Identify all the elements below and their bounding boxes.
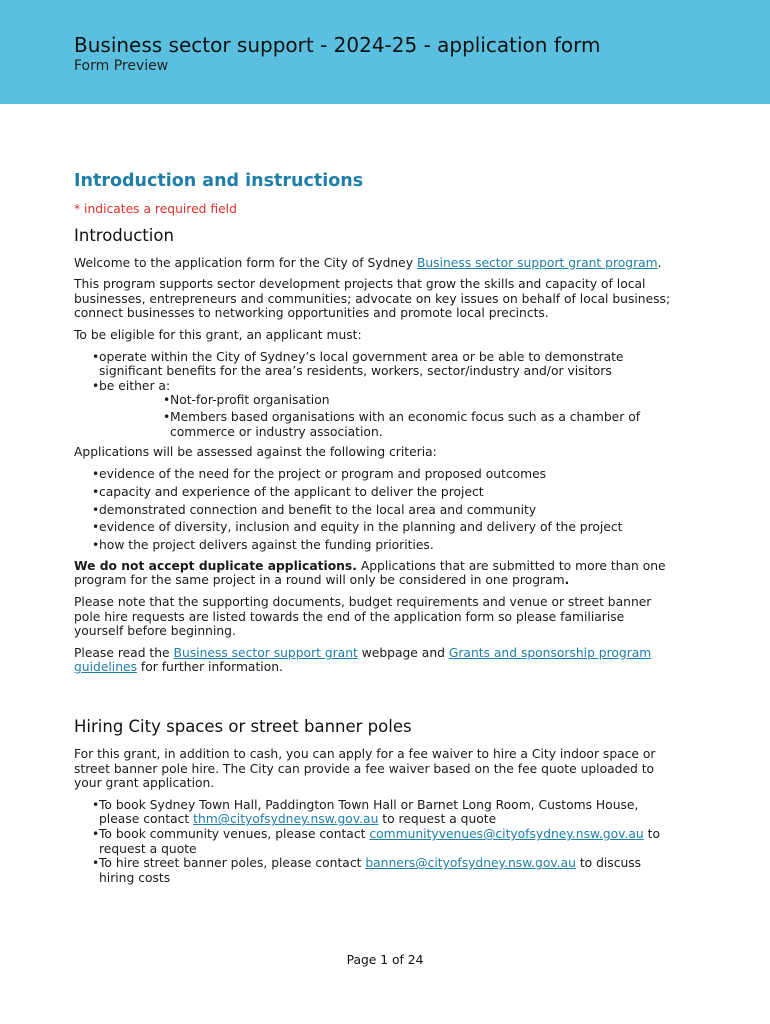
form-content xyxy=(74,170,674,891)
list-item: • To hire street banner poles, please contact banners@cityofsydney.nsw.gov.au to discuss hiring costs xyxy=(74,856,674,885)
criteria-list xyxy=(74,467,674,553)
guidelines-link[interactable]: Grants and sponsorship program guidelines xyxy=(74,645,652,675)
list-item: • Not-for-profit organisation xyxy=(99,393,674,408)
welcome-paragraph: Welcome to the application form for the City of Sydney Business sector support grant program. xyxy=(74,255,662,270)
thm-email-link[interactable]: thm@cityofsydney.nsw.gov.au xyxy=(193,812,379,827)
hiring-list xyxy=(74,798,674,886)
list-item: • operate within the City of Sydney’s local government area or be able to demonstrate significant benefits for the area’s residents, workers, sector/industry and/or visitors xyxy=(74,350,674,379)
list-item: • demonstrated connection and benefit to the local area and community xyxy=(74,503,674,518)
page-number: Page 1 of 24 xyxy=(346,953,424,967)
program-link[interactable]: Business sector support grant program xyxy=(416,255,658,270)
list-item: • To book community venues, please contact communityvenues@cityofsydney.nsw.gov.au to request a quote xyxy=(74,827,674,856)
duplicate-applications-paragraph: We do not accept duplicate applications. Applications that are submitted to more than one program for the same project in a round will only be considered in one program. xyxy=(74,558,666,588)
eligibility-list xyxy=(74,350,674,440)
list-item: • To book Sydney Town Hall, Paddington Town Hall or Barnet Long Room, Customs House, please contact thm@cityofsydney.nsw.gov.au to request a quote xyxy=(74,798,674,827)
further-information-paragraph: Please read the Business sector support grant webpage and Grants and sponsorship program guidelines for further information. xyxy=(74,645,652,675)
list-item: • how the project delivers against the funding priorities. xyxy=(74,538,674,553)
page-header xyxy=(0,0,770,104)
subheading-hiring: Hiring City spaces or street banner poles xyxy=(74,717,412,737)
eligibility-intro: To be eligible for this grant, an applicant must: xyxy=(74,327,362,342)
criteria-intro: Applications will be assessed against the following criteria: xyxy=(74,445,437,460)
community-venues-email-link[interactable]: communityvenues@cityofsydney.nsw.gov.au xyxy=(369,827,644,841)
form-title: Business sector support - 2024-25 - application form xyxy=(74,33,601,57)
hiring-intro-paragraph: For this grant, in addition to cash, you can apply for a fee waiver to hire a City indoor space or street banner pole hire. The City can provide a fee waiver based on the fee quote uploaded to your grant application. xyxy=(74,747,656,791)
eligibility-sub-list xyxy=(99,393,674,439)
required-field-note: * indicates a required field xyxy=(74,202,237,216)
banners-email-link[interactable]: banners@cityofsydney.nsw.gov.au xyxy=(365,856,576,871)
list-item: • evidence of diversity, inclusion and equity in the planning and delivery of the project xyxy=(74,520,674,535)
business-grant-link[interactable]: Business sector support grant xyxy=(173,645,358,660)
supporting-documents-paragraph: Please note that the supporting documents, budget requirements and venue or street banner pole hire requests are listed towards the end of the application form so please familiarise yourself before beginning. xyxy=(74,595,652,639)
program-paragraph: This program supports sector development projects that grow the skills and capacity of local businesses, entrepreneurs and communities; advocate on key issues on behalf of local business; connect businesses to networking opportunities and promote local precincts. xyxy=(74,277,671,321)
list-item: • capacity and experience of the applicant to deliver the project xyxy=(74,485,674,500)
list-item: • evidence of the need for the project or program and proposed outcomes xyxy=(74,467,674,482)
list-item: • Members based organisations with an economic focus such as a chamber of commerce or industry association. xyxy=(99,410,674,439)
list-item: • be either a: • Not-for-profit organisation • Members based organisations with an economic focus such as a chamber of commerce or industry association. xyxy=(74,379,674,439)
subheading-introduction: Introduction xyxy=(74,225,174,245)
section-heading-introduction: Introduction and instructions xyxy=(74,171,364,191)
form-subtitle: Form Preview xyxy=(74,58,169,74)
